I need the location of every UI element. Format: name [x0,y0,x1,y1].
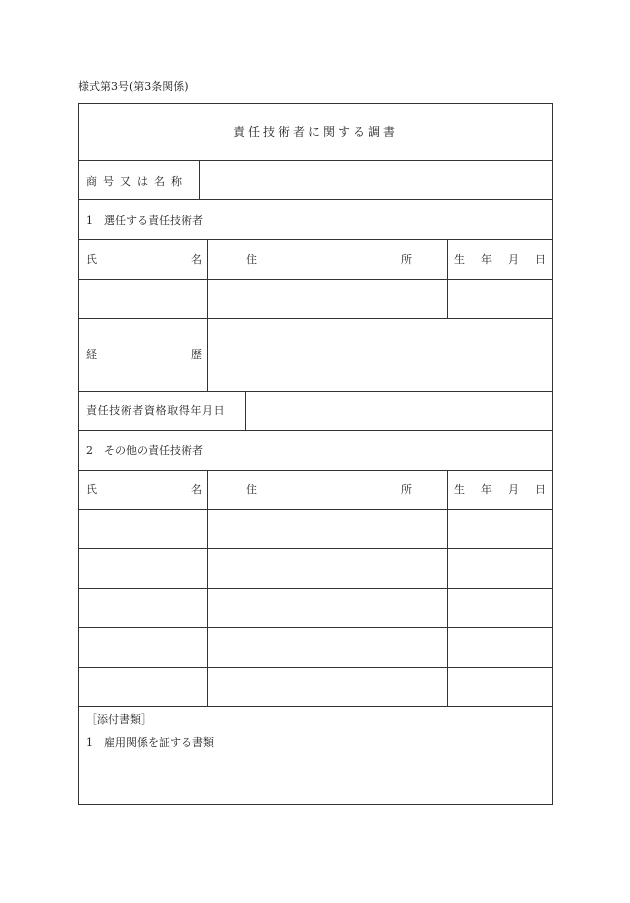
section1-heading: 1 選任する責任技術者 [86,214,203,227]
col-dob-char: 年 [481,483,492,496]
career-label [86,348,202,362]
col-name-right: 名 [191,253,202,266]
table-row[interactable] [79,549,552,587]
col-address-left: 住 [246,253,257,266]
section1-address-field[interactable] [208,280,446,318]
attachments-heading: ［添付書類］ [86,713,152,726]
section1-name-field[interactable] [80,280,206,318]
section1-col-address [246,253,412,267]
section2-col-address [246,483,412,497]
form-title: 責任技術者に関する調書 [232,125,398,139]
col-dob-char: 年 [481,253,492,266]
section2-col-name [86,483,202,497]
section2-col-dob [454,483,546,497]
career-field[interactable] [208,319,552,390]
col-address-right: 所 [401,483,412,496]
section2-heading: 2 その他の責任技術者 [86,444,203,457]
col-dob-char: 日 [535,483,546,496]
qualification-date-label: 責任技術者資格取得年月日 [86,404,226,417]
col-address-left: 住 [246,483,257,496]
section1-col-name [86,253,202,267]
divider [79,470,552,471]
section1-col-dob [454,253,546,267]
attachment-item-1: 1 雇用関係を証する書類 [86,736,214,749]
divider [79,706,552,707]
col-name-left: 氏 [86,483,97,496]
col-dob-char: 日 [535,253,546,266]
table-row[interactable] [79,668,552,705]
table-row[interactable] [79,510,552,548]
career-label-right: 歴 [191,348,202,361]
col-dob-char: 生 [454,253,465,266]
col-dob-char: 生 [454,483,465,496]
investigation-form [78,103,553,805]
table-row[interactable] [79,589,552,627]
col-name-left: 氏 [86,253,97,266]
trade-name-label: 商号又は名称 [86,175,188,188]
col-address-right: 所 [401,253,412,266]
col-name-right: 名 [191,483,202,496]
divider [79,239,552,240]
col-dob-char: 月 [508,253,519,266]
divider [79,199,552,200]
table-row[interactable] [79,628,552,666]
divider [79,430,552,431]
qualification-date-field[interactable] [246,392,552,430]
trade-name-field[interactable] [200,161,552,199]
section1-dob-field[interactable] [448,280,552,318]
form-number: 様式第3号(第3条関係) [78,80,189,93]
col-dob-char: 月 [508,483,519,496]
career-label-left: 経 [86,348,97,361]
